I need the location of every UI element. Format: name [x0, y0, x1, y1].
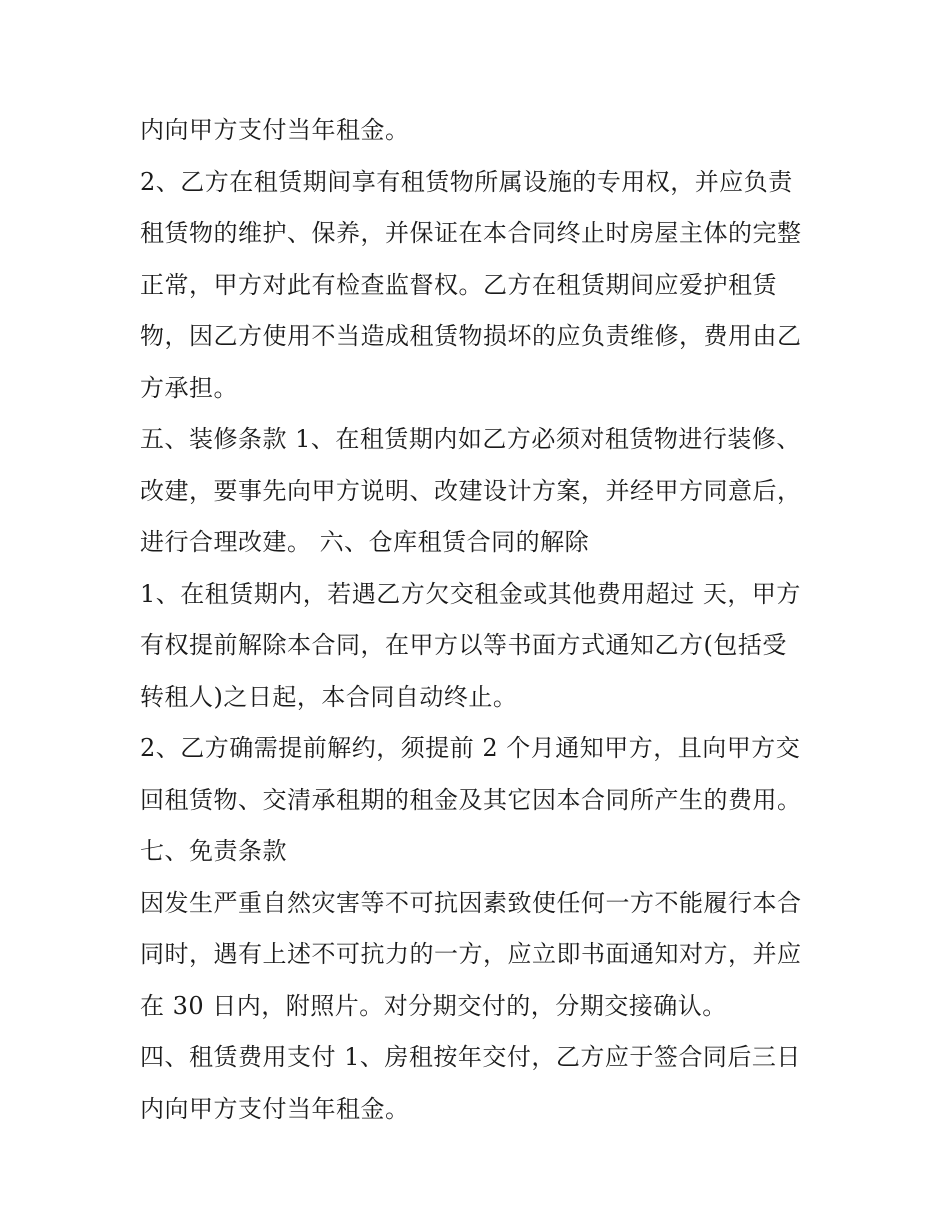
contract-text: [140, 105, 830, 1135]
text-line: 五、装修条款 1、在租赁期内如乙方必须对租赁物进行装修、: [140, 425, 801, 453]
text-line: 2、乙方在租赁期间享有租赁物所属设施的专用权，并应负责: [140, 167, 793, 196]
text-line: 正常，甲方对此有检查监督权。乙方在租赁期间应爱护租赁: [140, 270, 777, 299]
text-line: 回租赁物、交清承租期的租金及其它因本合同所产生的费用。: [140, 785, 802, 814]
text-line: 同时，遇有上述不可抗力的一方，应立即书面通知对方，并应: [140, 940, 802, 968]
text-line: 七、免责条款: [140, 837, 287, 865]
text-line: 转租人)之日起，本合同自动终止。: [140, 682, 518, 711]
text-line: 因发生严重自然灾害等不可抗因素致使任何一方不能履行本合: [140, 888, 802, 917]
text-line: 1、在租赁期内，若遇乙方欠交租金或其他费用超过 天，甲方: [140, 579, 801, 608]
text-line: 租赁物的维护、保养，并保证在本合同终止时房屋主体的完整: [140, 219, 802, 247]
text-line: 内向甲方支付当年租金。: [140, 1094, 410, 1123]
text-line: 进行合理改建。 六、仓库租赁合同的解除: [140, 528, 590, 556]
text-line: 方承担。: [140, 373, 238, 402]
text-line: 在 30 日内，附照片。对分期交付的，分期交接确认。: [140, 991, 727, 1020]
text-line: 2、乙方确需提前解约，须提前 2 个月通知甲方，且向甲方交: [140, 734, 801, 762]
text-line: 物，因乙方使用不当造成租赁物损坏的应负责维修，费用由乙: [140, 322, 802, 350]
text-line: 内向甲方支付当年租金。: [140, 116, 410, 144]
text-line: 有权提前解除本合同，在甲方以等书面方式通知乙方(包括受: [140, 631, 787, 659]
text-line: 四、租赁费用支付 1、房租按年交付，乙方应于签合同后三日: [140, 1043, 801, 1071]
text-line: 改建，要事先向甲方说明、改建设计方案，并经甲方同意后，: [140, 476, 802, 505]
